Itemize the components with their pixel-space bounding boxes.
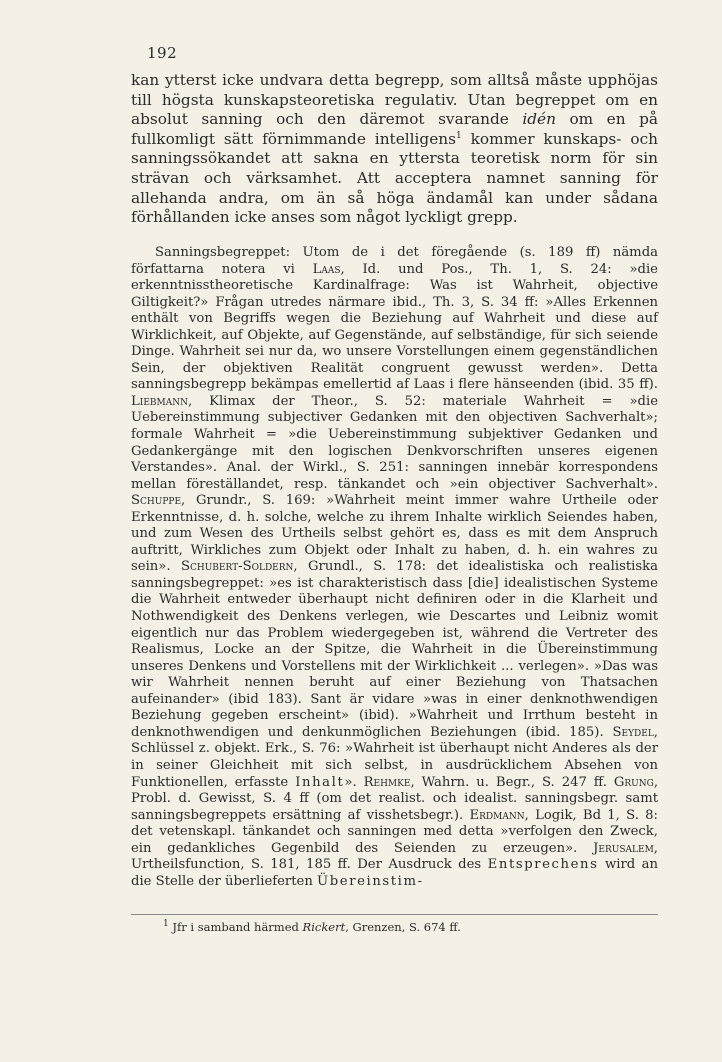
notes-text: , Urtheilsfunction, S. 181, 185 ff. Der Ausdruck des [131, 840, 658, 873]
notes-section [131, 245, 658, 890]
main-text-segment: kommer kunskaps- och sanningssökandet att sakna en yttersta teoretisk norm för sin strävan och värksamhet. Att acceptera namnet sanning för allehanda andra, om än så höga ändamål kan under sådana förhållanden icke anses som något lyckligt grepp. [131, 129, 659, 227]
footnote-text: , Grenzen, S. 674 ff. [345, 920, 461, 934]
notes-text: , Probl. d. Gewisst, S. 4 ff (om det realist. och idealist. sanningsbegr. samt sanningsbegreppets ersättning af visshetsbegr.). [131, 774, 659, 823]
footnote-author: Rickert [302, 920, 346, 934]
notes-text: , Wahrn. u. Begr., S. 247 ff. [410, 774, 614, 790]
notes-text: , Grundl., S. 178: det idealistiska och realistiska sanningsbegreppet: »es ist charakteristisch dass [die] idealistischen Systeme die Wahrheit entweder überhaupt nicht definiren oder in die Klarheit und Nothwendigkeit des Denkens verlegen, wie Descartes und Leibniz womit eigentlich nur das Problem wiedergegeben ist, während die Vertreter des Realismus, Locke an der Spitze, die Wahrheit in die Übereinstimmung unseres Denkens und Vorstellens mit der Wirklichkeit ... verlegen». »Das was wir Wahrheit nennen beruht auf einer Beziehung von Thatsachen aufeinander» (ibid 183). Sant är vidare »was in einer denknothwendigen Beziehung gegeben erscheint» (ibid). »Wahrheit und Irrthum besteht in denknothwendigen und denkunmöglichen Beziehungen (ibid. 185). [131, 559, 658, 740]
author-name: Jerusalem [593, 840, 654, 856]
notes-text: , Logik, Bd 1, S. 8: det vetenskapl. tänkandet och sanningen med detta »verfolgen den Zweck, ein gedankliches Gegenbild des Seienden zu erzeugen». [131, 807, 658, 856]
author-name: Rehmke [363, 774, 411, 790]
notes-text: wird an die Stelle der überlieferten [131, 857, 659, 889]
notes-text: , Id. und Pos., Th. 1, S. 24: »die erkenntnisstheoretische Kardinalfrage: Was ist Wahrheit, objective Giltigkeit?» Frågan utredes närmare ibid., Th. 3, S. 34 ff: »Alles Erkennen enthält von Begriffs wegen die Beziehung auf Wahrheit und diese auf Wirklichkeit, auf Objekte, auf Gegenstände, auf selbständige, für sich seiende Dinge. Wahrheit sei nur da, wo unsere Vorstellungen einem gegenständlichen Sein, der objektiven Realität congruent gewusst werden». Detta sanningsbegrepp bekämpas emellertid af Laas i flere hänseenden (ibid. 35 ff). [131, 261, 658, 393]
notes-text: Sanningsbegreppet: Utom de i det föregående (s. 189 ff) nämda författarna notera vi [131, 245, 658, 277]
author-name: Laas [312, 261, 341, 277]
italic-term: idén [522, 110, 556, 129]
footnote-reference: 1 [455, 130, 462, 141]
footnote-text: Jfr i samband härmed [168, 920, 303, 934]
spaced-term: Übereinstim- [317, 873, 424, 889]
author-name: Erdmann [469, 807, 525, 823]
main-text-segment: om en på fullkomligt sätt förnimmande intelligens [131, 110, 658, 148]
main-text [131, 71, 658, 228]
author-name: Grung [613, 774, 654, 790]
author-name: Schuppe [131, 493, 182, 509]
notes-text: , Klimax der Theor., S. 52: materiale Wahrheit = »die Uebereinstimmung subjectiver Gedanken mit den objectiven Sachverhalt»; formale Wahrheit = »die Uebereinstimmung subjektiver Gedanken und Gedankergänge mit den logischen Denkvorschriften unseres eigenen Verstandes». Anal. der Wirkl., S. 251: sanningen innebär korrespondens mellan föreställandet, resp. tänkandet och »ein objectiver Sachverhalt». [131, 393, 658, 492]
author-name: Schubert-Soldern [180, 559, 294, 575]
notes-paragraph [131, 245, 658, 890]
main-text-segment: kan ytterst icke undvara detta begrepp, som alltså måste upphöjas till högsta kunskapsteoretiska regulativ. Utan begreppet om en absolut sanning och den däremot svarande [131, 71, 658, 129]
footnote [163, 920, 658, 935]
spaced-term: Entsprechens [487, 857, 599, 873]
notes-text: ». [344, 774, 364, 790]
spaced-term: Inhalt [295, 774, 345, 790]
author-name: Seydel [612, 724, 654, 740]
main-paragraph [131, 71, 658, 228]
footnote-marker: 1 [163, 919, 169, 930]
author-name: Liebmann [131, 393, 188, 409]
footnote-divider [131, 914, 658, 915]
notes-text: , Grundr., S. 169: »Wahrheit meint immer wahre Urtheile oder Erkenntnisse, d. h. solche, welche zu ihrem Inhalte wirklich Seiendes haben, und zum Wesen des Urtheils selbst gehört es, dass es mit dem Anspruch auftritt, Wirkliches zum Objekt oder Inhalt zu haben, d. h. ein wahres zu sein». [131, 493, 658, 575]
page-number: 192 [147, 44, 178, 62]
notes-text: , Schlüssel z. objekt. Erk., S. 76: »Wahrheit ist überhaupt nicht Anderes als der in seiner Gleichheit mit sich selbst, in ausdrücklichem Absehen von Funktionellen, erfasste [131, 724, 658, 790]
